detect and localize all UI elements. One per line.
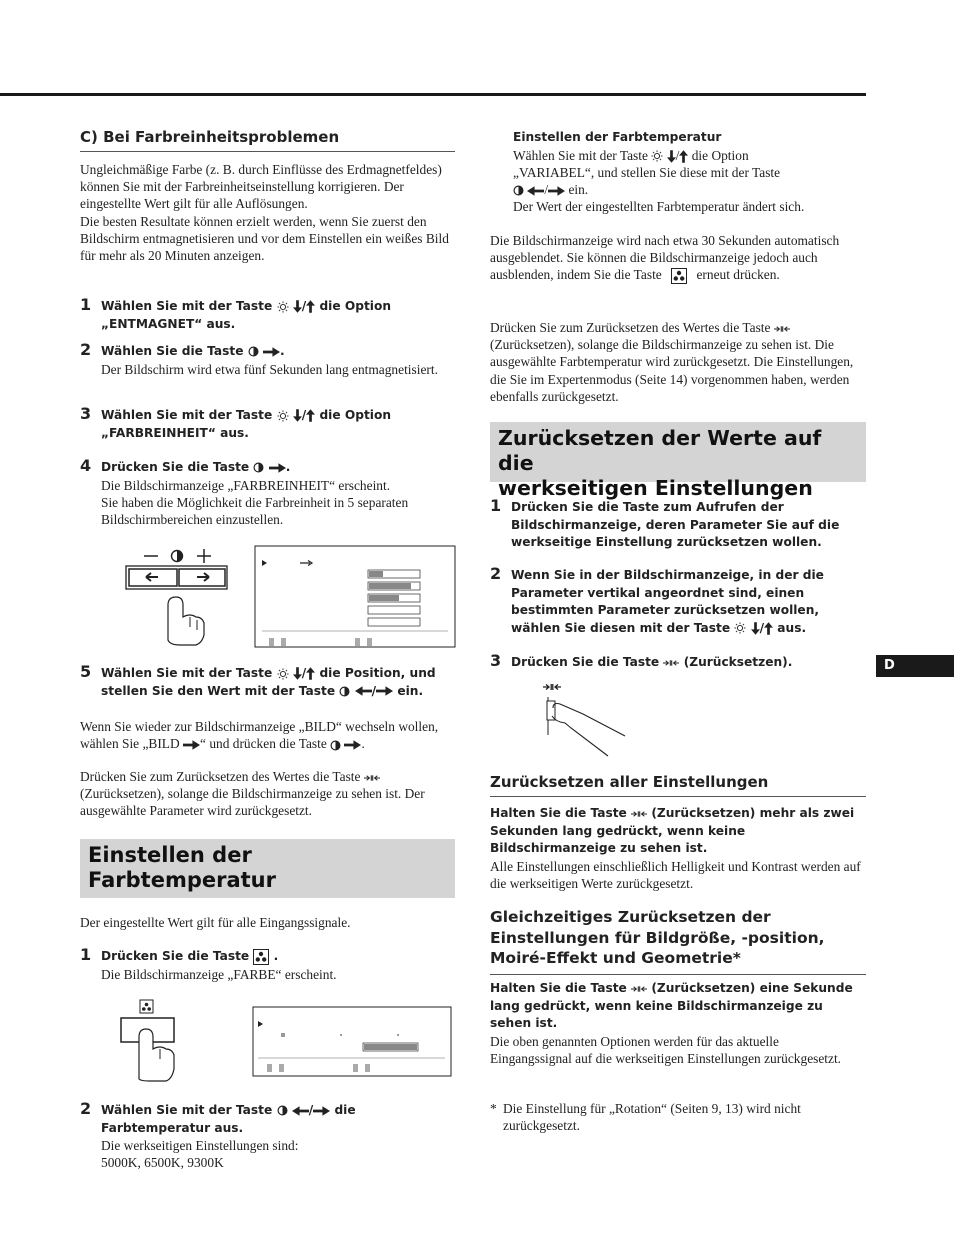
color-button-icon <box>671 268 687 284</box>
brightness-icon <box>651 150 663 162</box>
step-5: 5 Wählen Sie mit der Taste / die Position, und stellen Sie den Wert mit der Taste / ein. <box>80 662 436 698</box>
osd-screen <box>253 1007 451 1076</box>
down-arrow-icon <box>293 300 302 313</box>
para-auto-hide: Die Bildschirmanzeige wird nach etwa 30 Sekunden automatisch ausgeblendet. Sie können die Bildschirmanzeige jedoch auch ausblenden, indem Sie die Taste erneut drücken. <box>490 233 840 283</box>
para-reset-right: Drücken Sie zum Zurücksetzen des Wertes die Taste (Zurücksetzen), solange die Bildschirmanzeige zu sehen ist. Die ausgewählte Farbtemperatur wird zurückgesetzt. Die Einstellungen, die Sie im Expertenmodus (Seite 14) vorgenommen haben, werden ebenfalls zurückgesetzt. <box>490 320 854 404</box>
top-rule <box>0 93 866 96</box>
step-number: 2 <box>80 1099 92 1118</box>
up-arrow-icon <box>764 622 773 635</box>
step-number: 5 <box>80 662 92 681</box>
left-arrow-icon <box>292 1106 309 1116</box>
up-arrow-icon <box>306 409 315 422</box>
contrast-icon <box>330 740 341 751</box>
reset-icon <box>774 325 790 333</box>
para-bild: Wenn Sie wieder zur Bildschirmanzeige „BILD“ wechseln wollen, wählen Sie „BILD “ und drücken die Taste . <box>80 719 439 752</box>
brightness-icon <box>277 668 289 680</box>
left-arrow-icon <box>527 186 544 196</box>
intro-paragraph-1: Ungleichmäßige Farbe (z. B. durch Einflüsse des Erdmagnetfeldes) können Sie mit der Farbreinheitseinstellung korrigieren. Der eingestellte Wert gilt für alle Auflösungen. <box>80 162 442 212</box>
reset-step-3: 3 Drücken Sie die Taste (Zurücksetzen). <box>490 651 793 670</box>
right-arrow-icon <box>313 1106 330 1116</box>
section-c-heading: C) Bei Farbreinheitsproblemen <box>80 128 455 152</box>
step-number: 1 <box>80 945 92 964</box>
farbtemp-banner: Einstellen der Farbtemperatur <box>80 839 455 898</box>
contrast-minus-plus-label <box>144 549 211 563</box>
reset-icon <box>631 810 647 818</box>
reset-step-2: 2 Wenn Sie in der Bildschirmanzeige, in der die Parameter vertikal angeordnet sind, einen bestimmten Parameter zurücksetzen wollen, wählen Sie diesen mit der Taste / aus. <box>490 564 824 635</box>
footnote-mark: * <box>490 1101 497 1116</box>
language-tab: D <box>876 655 954 677</box>
footnote: * Die Einstellung für „Rotation“ (Seiten 9, 13) wird nicht zurückgesetzt. <box>490 1101 801 1134</box>
contrast-icon <box>277 1105 288 1116</box>
step-1: 1 Wählen Sie mit der Taste / die Option „ENTMAGNET“ aus. <box>80 295 392 331</box>
brightness-icon <box>277 410 289 422</box>
right-arrow-icon <box>263 347 280 357</box>
gleich-body: Halten Sie die Taste (Zurücksetzen) eine Sekunde lang gedrückt, wenn keine Bildschirmanzeige zu sehen ist. Die oben genannten Optionen werden für das aktuelle Eingangssignal auf die werkseitigen Einstellungen zurückgesetzt. <box>490 981 853 1066</box>
brightness-icon <box>277 301 289 313</box>
contrast-icon <box>253 462 264 473</box>
step-number: 3 <box>80 404 92 423</box>
up-arrow-icon <box>306 300 315 313</box>
step-number: 2 <box>490 564 502 583</box>
brightness-icon <box>734 622 746 634</box>
zuruecksetzen-banner: Zurücksetzen der Werte auf die werkseitigen Einstellungen <box>490 422 866 482</box>
down-arrow-icon <box>293 667 302 680</box>
einstellen-title: Einstellen der Farbtemperatur <box>513 130 722 144</box>
step-number: 1 <box>80 295 92 314</box>
up-arrow-icon <box>679 150 688 163</box>
alle-heading: Zurücksetzen aller Einstellungen <box>490 773 866 797</box>
gleich-heading: Gleichzeitiges Zurücksetzen der Einstellungen für Bildgröße, -position, Moiré-Effekt und Geometrie* <box>490 907 866 975</box>
reset-button-illustration <box>538 680 633 760</box>
farbtemp-step-1: 1 Drücken Sie die Taste . Die Bildschirmanzeige „FARBE“ erscheint. <box>80 945 337 982</box>
color-button-icon <box>253 949 269 965</box>
step-number: 3 <box>490 651 502 670</box>
einstellen-farbtemperatur-block: Einstellen der Farbtemperatur Wählen Sie mit der Taste / die Option „VARIABEL“, und stellen Sie diese mit der Taste / ein. Der Wert der eingestellten Farbtemperatur ändert sich. <box>513 129 865 215</box>
farbtemp-step-2: 2 Wählen Sie mit der Taste / die Farbtemperatur aus. Die werkseitigen Einstellungen sind: 5000K, 6500K, 9300K <box>80 1099 356 1171</box>
right-arrow-icon <box>183 740 200 750</box>
right-arrow-icon <box>269 463 286 473</box>
step-2: 2 Wählen Sie die Taste . Der Bildschirm wird etwa fünf Sekunden lang entmagnetisiert. <box>80 340 438 377</box>
farbtemp-intro: Der eingestellte Wert gilt für alle Eingangssignale. <box>80 915 351 930</box>
right-arrow-icon <box>344 740 361 750</box>
step-number: 2 <box>80 340 92 359</box>
up-arrow-icon <box>306 667 315 680</box>
step-number: 1 <box>490 496 502 515</box>
right-arrow-icon <box>376 686 393 696</box>
reset-icon <box>631 985 647 993</box>
left-arrow-icon <box>355 686 372 696</box>
down-arrow-icon <box>667 150 676 163</box>
alle-body: Halten Sie die Taste (Zurücksetzen) mehr als zwei Sekunden lang gedrückt, wenn keine Bildschirmanzeige zu sehen ist. Alle Einstellungen einschließlich Helligkeit und Kontrast werden auf die werkseitigen Werte zurückgesetzt. <box>490 806 861 891</box>
purity-illustration <box>120 545 460 650</box>
alle-heading-block <box>490 773 866 797</box>
reset-step-1: 1 Drücken Sie die Taste zum Aufrufen der Bildschirmanzeige, deren Parameter Sie auf die werkseitige Einstellung zurücksetzen wollen. <box>490 496 840 549</box>
step-3: 3 Wählen Sie mit der Taste / die Option „FARBREINHEIT“ aus. <box>80 404 392 440</box>
reset-icon <box>663 659 679 667</box>
step-4: 4 Drücken Sie die Taste . Die Bildschirmanzeige „FARBREINHEIT“ erscheint. Sie haben die Möglichkeit die Farbreinheit in 5 separaten Bildschirmbereichen einzustellen. <box>80 456 409 527</box>
gleich-heading-block <box>490 907 866 975</box>
contrast-icon <box>339 686 350 697</box>
intro-paragraph-2: Die besten Resultate können erzielt werden, wenn Sie zuerst den Bildschirm entmagnetisieren und vor dem Einstellen ein weißes Bild für mehr als 20 Minuten anzeigen. <box>80 213 449 264</box>
contrast-icon <box>248 346 259 357</box>
section-c-intro <box>80 161 458 264</box>
right-arrow-icon <box>548 186 565 196</box>
step-number: 4 <box>80 456 92 475</box>
down-arrow-icon <box>293 409 302 422</box>
color-illustration <box>115 997 455 1087</box>
osd-screen <box>255 546 455 647</box>
down-arrow-icon <box>751 622 760 635</box>
contrast-icon <box>513 185 524 196</box>
para-reset-left: Drücken Sie zum Zurücksetzen des Wertes die Taste (Zurücksetzen), solange die Bildschirmanzeige zu sehen ist. Der ausgewählte Parameter wird zurückgesetzt. <box>80 769 425 819</box>
left-column <box>80 128 455 152</box>
reset-icon <box>364 774 380 782</box>
